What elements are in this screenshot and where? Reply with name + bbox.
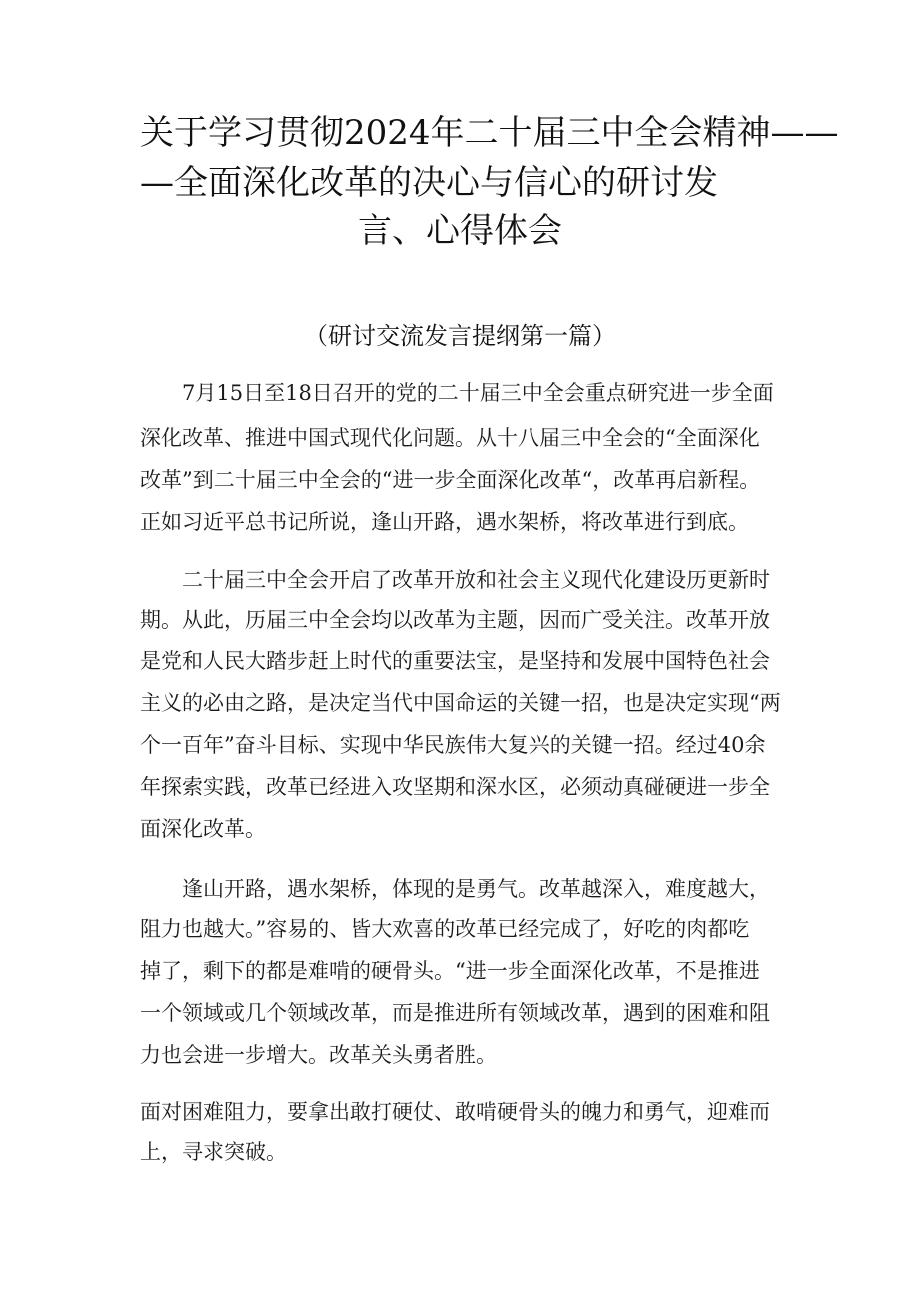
paragraph-line: 主义的必由之路，是决定当代中国命运的关键一招，也是决定实现“两 [140,691,781,715]
paragraph-line: 二十届三中全会开启了改革开放和社会主义现代化建设历更新时 [182,568,770,592]
paragraph-line: 掉了，剩下的都是难啃的硬骨头。“进一步全面深化改革，不是推进 [140,959,760,983]
document-subtitle: （研讨交流发言提纲第一篇） [304,322,616,350]
paragraph-line: 上，寻求突破。 [140,1140,287,1164]
paragraph-line: 逢山开路，遇水架桥，体现的是勇气。改革越深入，难度越大， [182,877,770,901]
paragraph-line: 一个领域或几个领域改革，而是推进所有领域改革，遇到的困难和阻 [140,1001,770,1025]
paragraph-line: 个一百年”奋斗目标、实现中华民族伟大复兴的关键一招。经过40余 [140,733,766,757]
document-title-line-2: —全面深化改革的决心与信心的研讨发 [140,163,718,203]
paragraph-line: 期。从此，历届三中全会均以改革为主题，因而广受关注。改革开放 [140,608,770,632]
paragraph-line: 面对困难阻力，要拿出敢打硬仗、敢啃硬骨头的魄力和勇气，迎难而 [140,1100,770,1124]
document-title-line-3: 言、心得体会 [358,211,562,251]
paragraph-line: 是党和人民大踏步赶上时代的重要法宝，是坚持和发展中国特色社会 [140,649,770,673]
paragraph-line: 深化改革、推进中国式现代化问题。从十八届三中全会的“全面深化 [140,426,760,450]
paragraph-line: 阻力也越大。”容易的、皆大欢喜的改革已经完成了，好吃的肉都吃 [140,917,750,941]
paragraph-line: 7月15日至18日召开的党的二十届三中全会重点研究进一步全面 [182,381,774,405]
document-title-line-1: 关于学习贯彻2024年二十届三中全会精神—— [140,113,839,153]
paragraph-line: 面深化改革。 [140,817,266,841]
paragraph-line: 正如习近平总书记所说，逢山开路，遇水架桥，将改革进行到底。 [140,510,749,534]
paragraph-line: 年探索实践，改革已经进入攻坚期和深水区，必须动真碰硬进一步全 [140,775,770,799]
paragraph-line: 力也会进一步增大。改革关头勇者胜。 [140,1043,497,1067]
paragraph-line: 改革”到二十届三中全会的“进一步全面深化改革“，改革再启新程。 [140,468,761,492]
